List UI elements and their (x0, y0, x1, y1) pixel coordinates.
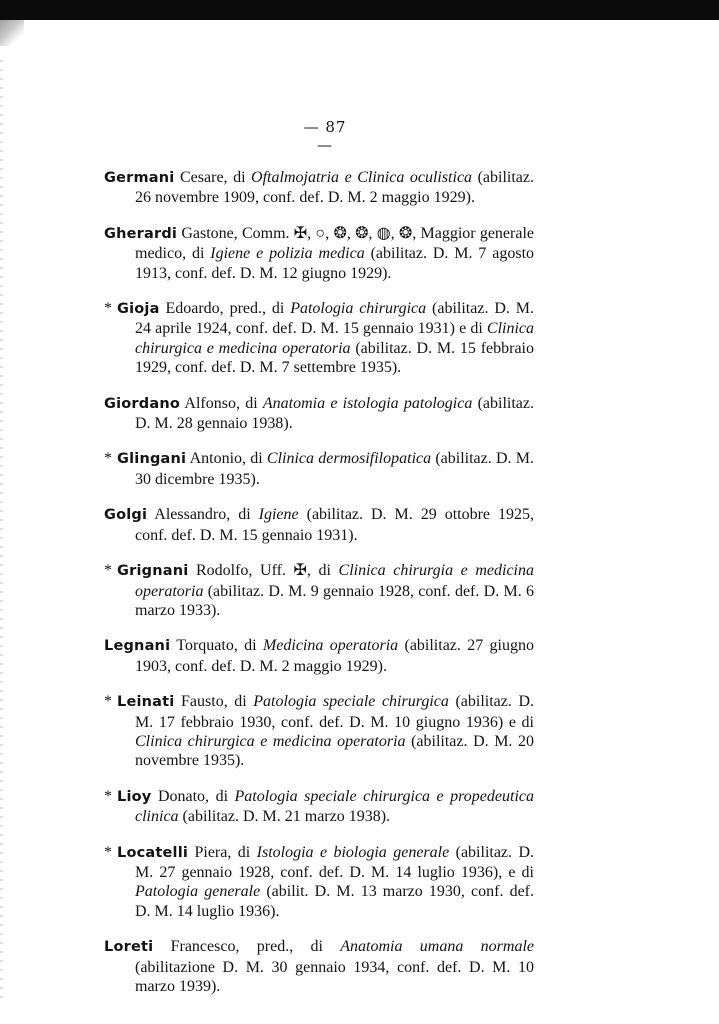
entry-text: (abilitaz. D. M. 15 febbraio 1929, conf. def. D. M. 7 settembre 1935). (135, 339, 534, 377)
entry-surname: Leinati (117, 694, 175, 711)
list-item (104, 224, 534, 283)
entry-subject: Patologia generale (135, 883, 261, 901)
list-item (104, 843, 534, 922)
entry-subject: Igiene e polizia medica (210, 245, 365, 263)
entry-text: (abilitaz. 26 novembre 1909, conf. def. D. M. 2 maggio 1929). (135, 169, 535, 207)
list-item (104, 636, 534, 676)
entry-text: (abilitaz. D. M. 27 gennaio 1928, conf. def. D. M. 14 luglio 1936), e di (135, 843, 535, 881)
entry-text: (abilitaz. D. M. 30 dicembre 1935). (135, 450, 534, 488)
entry-text: (abilitaz. D. M. 28 gennaio 1938). (135, 394, 534, 433)
list-item (104, 692, 534, 771)
entry-text: Donato, di (151, 787, 235, 805)
entry-surname: Grignani (117, 563, 189, 580)
list-item (104, 561, 534, 620)
entry-text: (abilitaz. D. M. 29 ottobre 1925, conf. def. D. M. 15 gennaio 1931). (135, 506, 535, 544)
list-item (104, 394, 534, 434)
list-item (104, 505, 534, 545)
entry-text: (abilitaz. D. M. 21 marzo 1938). (178, 808, 391, 826)
entry-subject: Patologia speciale chirurgica (253, 693, 449, 711)
entry-subject: Anatomia umana normale (340, 938, 535, 956)
scan-top-border (0, 0, 719, 20)
entry-text: (abilit. D. M. 13 marzo 1930, conf. def. D. M. 14 luglio 1936). (135, 883, 535, 920)
entry-surname: Gioja (117, 301, 160, 318)
entry-subject: Clinica chirurgica e medicina operatoria (135, 320, 534, 357)
entry-subject: Clinica dermosifilopatica (266, 450, 432, 468)
entry-subject: Patologia chirurgica (290, 300, 427, 318)
list-item (104, 168, 534, 208)
entry-subject: Medicina operatoria (262, 637, 399, 655)
entry-text: Alfonso, di (180, 394, 263, 412)
list-item (104, 787, 534, 827)
entry-text: Gastone, Comm. ✠, ○, ❂, ❂, ◍, ❂, Maggior generale medico, di (135, 224, 534, 263)
list-item (104, 937, 534, 996)
asterisk-marker: * (104, 693, 112, 711)
entry-text: (abilitaz. 27 giugno 1903, conf. def. D. M. 2 maggio 1929). (135, 637, 535, 675)
entry-text: (abilitaz. D. M. 7 agosto 1913, conf. def. D. M. 12 giugno 1929). (135, 245, 535, 282)
asterisk-marker: * (104, 787, 112, 805)
entry-subject: Clinica chirurgica e medicina operatoria (135, 732, 406, 750)
entry-text: Fausto, di (174, 693, 254, 711)
entry-text: (abilitazione D. M. 30 gennaio 1934, conf. def. D. M. 10 marzo 1939). (135, 958, 534, 995)
entry-text: Alessandro, di (147, 506, 259, 524)
entry-surname: Legnani (104, 638, 171, 655)
entry-subject: Igiene (258, 506, 299, 524)
scan-corner-mark (0, 20, 24, 46)
entry-text: Torquato, di (170, 637, 263, 655)
entry-text: Rodolfo, Uff. ✠, di (188, 562, 339, 580)
entry-surname: Loreti (104, 939, 154, 956)
entry-surname: Glingani (117, 451, 187, 468)
entry-text: (abilitaz. D. M. 17 febbraio 1930, conf. def. D. M. 10 giugno 1936) e di (135, 693, 535, 731)
entry-subject: Patologia speciale chirurgica e propedeutica clinica (135, 787, 534, 826)
entries-list (104, 152, 534, 1009)
entry-subject: Anatomia e istologia patologica (262, 394, 473, 412)
entry-text: Antonio, di (186, 450, 267, 468)
entry-surname: Germani (104, 170, 175, 186)
entry-text: (abilitaz. D. M. 20 novembre 1935). (135, 732, 534, 770)
entry-text: Cesare, di (174, 169, 252, 186)
entry-text: Francesco, pred., di (153, 938, 341, 956)
entry-surname: Lioy (117, 788, 152, 805)
list-item (104, 449, 534, 489)
entry-subject: Oftalmojatria e Clinica oculistica (251, 169, 473, 186)
asterisk-marker: * (104, 300, 112, 318)
entry-text: Piera, di (188, 843, 257, 861)
asterisk-marker: * (104, 843, 112, 861)
entry-text: Edoardo, pred., di (159, 300, 291, 318)
entry-surname: Golgi (104, 507, 148, 524)
entry-surname: Locatelli (117, 844, 189, 861)
entry-text: (abilitaz. D. M. 9 gennaio 1928, conf. def. D. M. 6 marzo 1933). (135, 582, 534, 619)
page-number: — 87 — (303, 118, 347, 154)
entry-surname: Gherardi (104, 225, 178, 242)
list-item (104, 299, 534, 378)
entry-subject: Istologia e biologia generale (256, 843, 450, 861)
asterisk-marker: * (104, 562, 112, 580)
entry-subject: Clinica chirurgia e medicina operatoria (135, 562, 535, 600)
asterisk-marker: * (104, 450, 112, 468)
scan-binding-edge (0, 60, 3, 1000)
entry-surname: Giordano (104, 395, 181, 412)
entry-text: (abilitaz. D. M. 24 aprile 1924, conf. def. D. M. 15 gennaio 1931) e di (135, 300, 534, 338)
